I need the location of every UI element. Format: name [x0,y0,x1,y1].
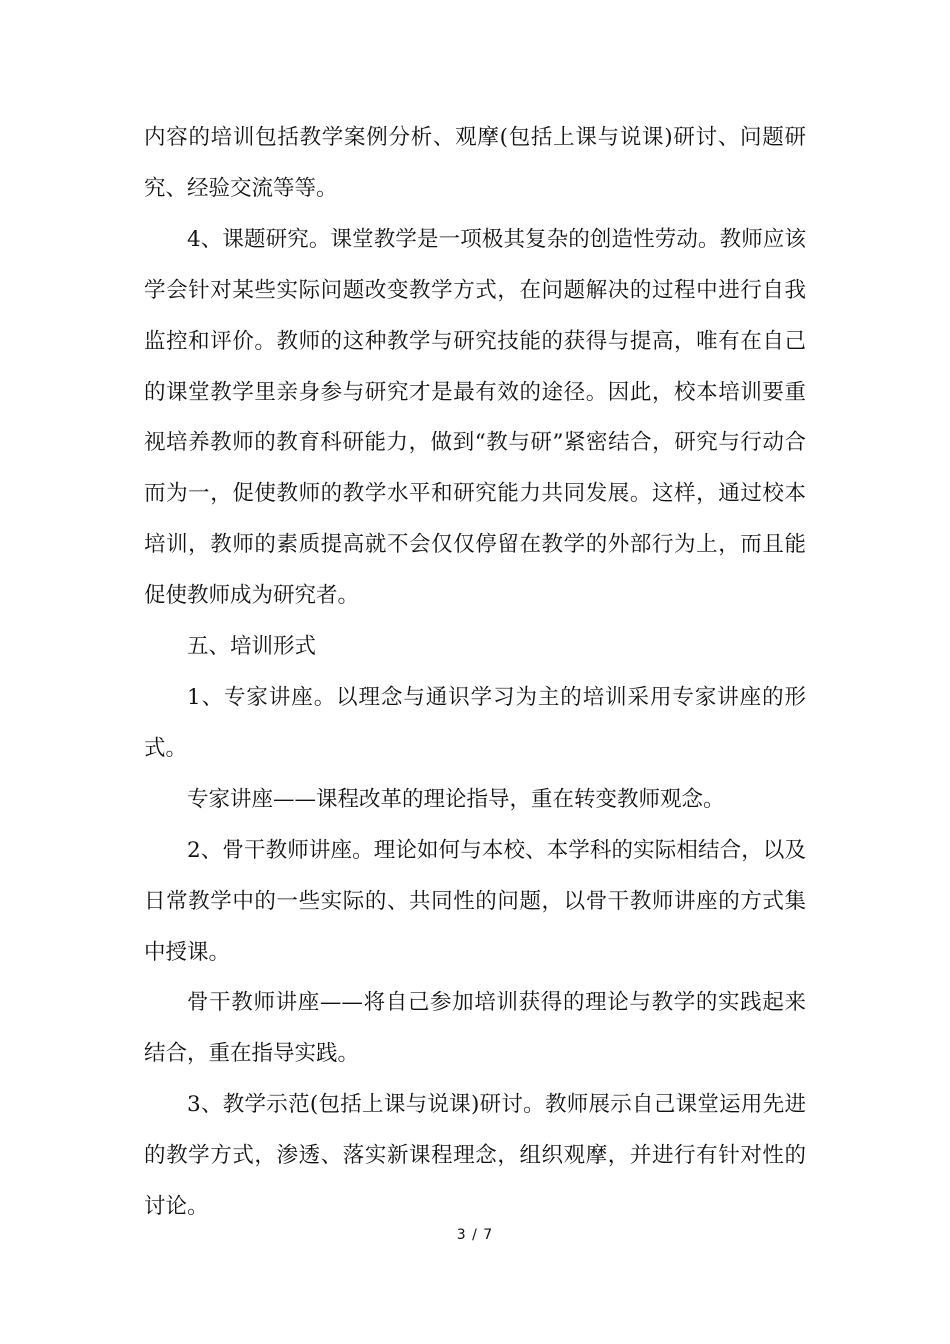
section-heading: 五、培训形式 [187,634,317,660]
paragraph-6: 2、骨干教师讲座。理论如何与本校、本学科的实际相结合，以及日常教学中的一些实际的、共同性的问题，以骨干教师讲座的方式集中授课。 [144,837,806,965]
paragraph-7: 骨干教师讲座——将自己参加培训获得的理论与教学的实践起来结合，重在指导实践。 [144,990,806,1067]
paragraph-8: 3、教学示范(包括上课与说课)研讨。教师展示自己课堂运用先进的教学方式，渗透、落实新课程理念，组织观摩，并进行有针对性的讨论。 [144,1092,806,1220]
paragraph-2: 4、课题研究。课堂教学是一项极其复杂的创造性劳动。教师应该学会针对某些实际问题改变教学方式，在问题解决的过程中进行自我监控和评价。教师的这种教学与研究技能的获得与提高，唯有在自己的课堂教学里亲身参与研究才是最有效的途径。因此，校本培训要重视培养教师的教育科研能力，做到“教与研”紧密结合，研究与行动合而为一，促使教师的教学水平和研究能力共同发展。这样，通过校本培训，教师的素质提高就不会仅仅停留在教学的外部行为上，而且能促使教师成为研究者。 [144,226,806,609]
paragraph-1: 内容的培训包括教学案例分析、观摩(包括上课与说课)研讨、问题研究、经验交流等等。 [144,125,806,201]
paragraph-5: 专家讲座——课程改革的理论指导，重在转变教师观念。 [187,786,725,812]
page-number: 3 / 7 [456,1227,494,1243]
document-body [144,113,806,1233]
paragraph-4: 1、专家讲座。以理念与通识学习为主的培训采用专家讲座的形式。 [144,684,806,761]
